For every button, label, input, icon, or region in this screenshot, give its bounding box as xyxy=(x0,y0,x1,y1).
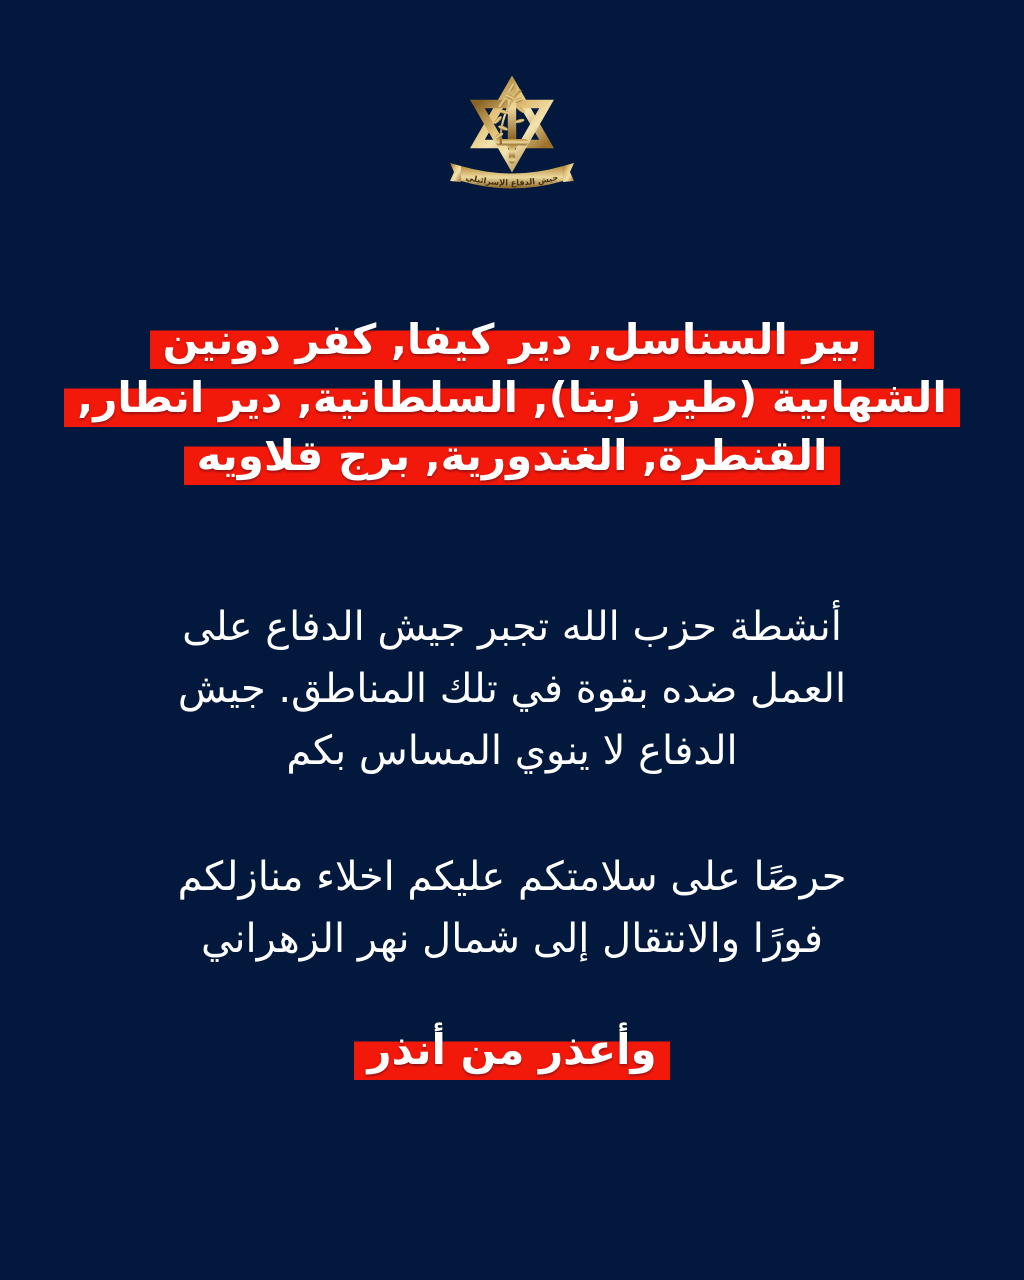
highlighted-text: الشهابية (طير زبنا), السلطانية, دير انطار, xyxy=(64,369,959,427)
highlighted-text: وأعذر من أنذر xyxy=(354,1020,669,1080)
highlighted-text: القنطرة, الغندورية, برج قلاويه xyxy=(184,427,841,485)
highlighted-text: بير السناسل, دير كيفا, كفر دونين xyxy=(150,311,875,369)
body-paragraph-1 xyxy=(0,596,1024,782)
idf-emblem-icon xyxy=(447,76,577,198)
headline-line-2 xyxy=(0,369,1024,427)
headline-village-list xyxy=(0,311,1024,485)
headline-line-3 xyxy=(0,427,1024,485)
body-line: حرصًا على سلامتكم عليكم اخلاء منازلكم xyxy=(177,854,847,900)
headline-line-1 xyxy=(0,311,1024,369)
footer-warning-line xyxy=(0,1020,1024,1080)
body-line: الدفاع لا ينوي المساس بكم xyxy=(286,728,738,774)
body-line: أنشطة حزب الله تجبر جيش الدفاع على xyxy=(182,604,842,650)
body-paragraph-2 xyxy=(0,846,1024,970)
idf-emblem-logo xyxy=(447,76,577,198)
ribbon-text: جيش الدفاع الإسرائيلي xyxy=(464,171,560,188)
body-line: فورًا والانتقال إلى شمال نهر الزهراني xyxy=(200,916,823,962)
body-line: العمل ضده بقوة في تلك المناطق. جيش xyxy=(177,666,847,712)
